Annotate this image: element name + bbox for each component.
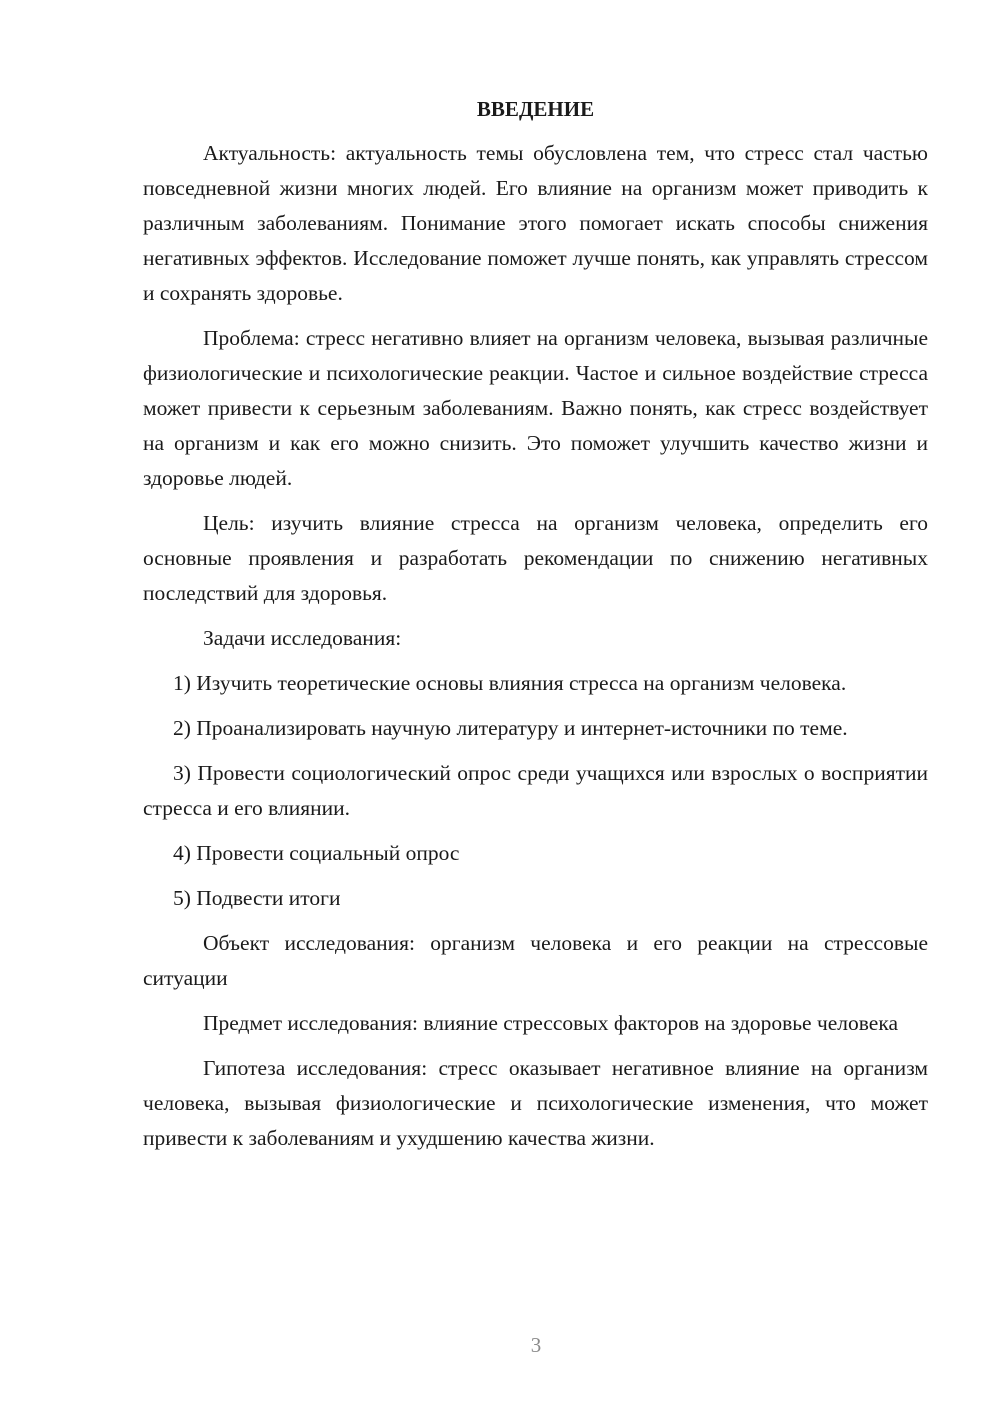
hypothesis-paragraph: Гипотеза исследования: стресс оказывает негативное влияние на организм человека, вызывая физиологические и психологические изменения, что может привести к заболеваниям и ухудшению качества жизни. [143,1056,928,1150]
tasks-title: Задачи исследования: [203,626,402,650]
task-item: 2) Проанализировать научную литературу и интернет-источники по теме. [173,716,848,740]
object-paragraph: Объект исследования: организм человека и его реакции на стрессовые ситуации [143,931,928,990]
task-item: 1) Изучить теоретические основы влияния стресса на организм человека. [173,671,847,695]
section-heading: ВВЕДЕНИЕ [476,97,595,121]
goal-paragraph: Цель: изучить влияние стресса на организм человека, определить его основные проявления и разработать рекомендации по снижению негативных последствий для здоровья. [143,511,928,605]
page-content [143,94,928,1166]
page-number: 3 [530,1333,542,1357]
task-item: 5) Подвести итоги [173,886,341,910]
relevance-paragraph: Актуальность: актуальность темы обусловлена тем, что стресс стал частью повседневной жизни многих людей. Его влияние на организм может приводить к различным заболеваниям. Понимание этого помогает искать способы снижения негативных эффектов. Исследование поможет лучше понять, как управлять стрессом и сохранять здоровье. [143,141,928,305]
subject-paragraph: Предмет исследования: влияние стрессовых факторов на здоровье человека [203,1011,899,1035]
task-item: 4) Провести социальный опрос [173,841,460,865]
problem-paragraph: Проблема: стресс негативно влияет на организм человека, вызывая различные физиологические и психологические реакции. Частое и сильное воздействие стресса может привести к серьезным заболеваниям. Важно понять, как стресс воздействует на организм и как его можно снизить. Это поможет улучшить качество жизни и здоровье людей. [143,326,928,490]
task-item: 3) Провести социологический опрос среди учащихся или взрослых о восприятии стресса и его влиянии. [143,761,928,820]
